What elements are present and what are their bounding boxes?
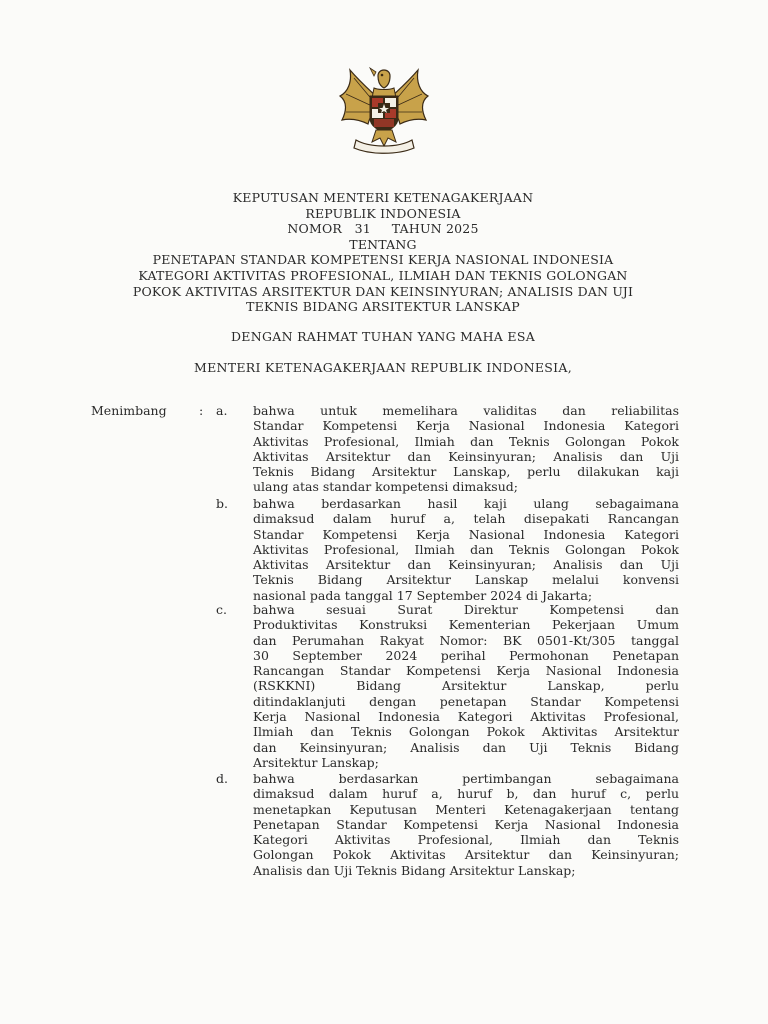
header-title-line-2: REPUBLIK INDONESIA xyxy=(305,205,461,221)
preamble-rahmat: DENGAN RAHMAT TUHAN YANG MAHA ESA xyxy=(230,329,536,344)
item-letter-a: a. xyxy=(216,403,228,418)
item-c-line: dan Perumahan Rakyat Nomor: BK 0501-Kt/305 tanggal xyxy=(253,632,679,648)
item-d-line: Analisis dan Uji Teknis Bidang Arsitektur Lanskap; xyxy=(253,862,576,878)
header-subject-line-3: POKOK AKTIVITAS ARSITEKTUR DAN KEINSINYURAN; ANALISIS DAN UJI xyxy=(132,283,634,299)
item-c-line: Arsitektur Lanskap; xyxy=(253,754,379,770)
header-tentang: TENTANG xyxy=(349,236,417,252)
menimbang-label: Menimbang xyxy=(91,403,167,418)
item-letter-c: c. xyxy=(216,602,227,617)
item-b-line: Standar Kompetensi Kerja Nasional Indonesia Kategori xyxy=(253,526,679,542)
preamble-menteri: MENTERI KETENAGAKERJAAN REPUBLIK INDONESIA, xyxy=(193,360,572,375)
item-a-line: Standar Kompetensi Kerja Nasional Indonesia Kategori xyxy=(253,418,679,434)
header-nomor-line xyxy=(100,221,666,237)
item-b-line: Aktivitas Profesional, Ilmiah dan Teknis Golongan Pokok xyxy=(253,541,679,557)
nomor-value: 31 xyxy=(354,221,371,237)
item-a-line: Teknis Bidang Arsitektur Lanskap, perlu dilakukan kaji xyxy=(253,464,679,480)
tahun-label: TAHUN 2025 xyxy=(391,221,479,237)
item-c-line: Rancangan Standar Kompetensi Kerja Nasional Indonesia xyxy=(253,663,679,679)
item-b-line: dimaksud dalam huruf a, telah disepakati Rancangan xyxy=(253,511,679,527)
item-c-line: ditindaklanjuti dengan penetapan Standar Kompetensi xyxy=(253,693,679,709)
item-letter-b: b. xyxy=(216,496,228,511)
item-c-line: Kerja Nasional Indonesia Kategori Aktivitas Profesional, xyxy=(253,709,679,725)
item-a-line: ulang atas standar kompetensi dimaksud; xyxy=(253,479,518,495)
item-c-line: (RSKKNI) Bidang Arsitektur Lanskap, perlu xyxy=(253,678,679,694)
item-c-line: bahwa sesuai Surat Direktur Kompetensi dan xyxy=(253,602,679,617)
item-text-d xyxy=(253,771,679,878)
item-text-a xyxy=(253,403,679,495)
item-d-line: bahwa berdasarkan pertimbangan sebagaimana xyxy=(253,771,679,786)
item-a-line: bahwa untuk memelihara validitas dan reliabilitas xyxy=(253,403,679,418)
item-b-line: Aktivitas Arsitektur dan Keinsinyuran; Analisis dan Uji xyxy=(253,557,679,573)
item-a-line: Aktivitas Profesional, Ilmiah dan Teknis Golongan Pokok xyxy=(253,433,679,449)
item-c-line: dan Keinsinyuran; Analisis dan Uji Teknis Bidang xyxy=(253,739,679,755)
item-d-line: menetapkan Keputusan Menteri Ketenagakerjaan tentang xyxy=(253,801,679,817)
item-text-c xyxy=(253,602,679,770)
item-d-line: Kategori Aktivitas Profesional, Ilmiah dan Teknis xyxy=(253,832,679,848)
item-letter-d: d. xyxy=(216,771,228,786)
item-c-line: 30 September 2024 perihal Permohonan Penetapan xyxy=(253,647,679,663)
item-b-line: Teknis Bidang Arsitektur Lanskap melalui konvensi xyxy=(253,572,679,588)
item-c-line: Produktivitas Konstruksi Kementerian Pekerjaan Umum xyxy=(253,617,679,633)
garuda-emblem-icon xyxy=(334,62,434,156)
header-title-line-1: KEPUTUSAN MENTERI KETENAGAKERJAAN xyxy=(232,190,534,205)
item-d-line: Golongan Pokok Aktivitas Arsitektur dan Keinsinyuran; xyxy=(253,847,679,863)
item-b-line: bahwa berdasarkan hasil kaji ulang sebagaimana xyxy=(253,496,679,511)
item-b-line: nasional pada tanggal 17 September 2024 di Jakarta; xyxy=(253,587,593,603)
item-c-line: Ilmiah dan Teknis Golongan Pokok Aktivitas Arsitektur xyxy=(253,724,679,740)
item-text-b xyxy=(253,496,679,603)
header-subject-line-4: TEKNIS BIDANG ARSITEKTUR LANSKAP xyxy=(246,299,520,315)
decree-header xyxy=(100,190,666,315)
header-subject-line-1: PENETAPAN STANDAR KOMPETENSI KERJA NASIONAL INDONESIA xyxy=(152,252,614,268)
item-a-line: Aktivitas Arsitektur dan Keinsinyuran; Analisis dan Uji xyxy=(253,448,679,464)
item-d-line: Penetapan Standar Kompetensi Kerja Nasional Indonesia xyxy=(253,816,679,832)
item-d-line: dimaksud dalam huruf a, huruf b, dan huruf c, perlu xyxy=(253,786,679,802)
header-subject-line-2: KATEGORI AKTIVITAS PROFESIONAL, ILMIAH DAN TEKNIS GOLONGAN xyxy=(138,267,628,283)
menimbang-colon: : xyxy=(199,403,204,418)
nomor-label: NOMOR xyxy=(287,221,343,237)
